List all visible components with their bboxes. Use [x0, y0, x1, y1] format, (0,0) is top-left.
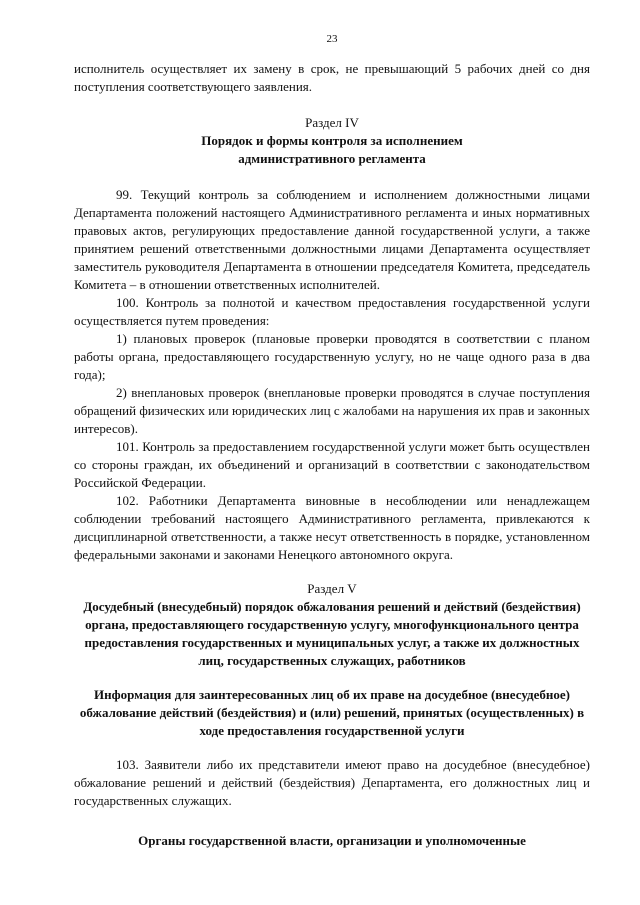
list-item-planned-inspections: 1) плановых проверок (плановые проверки проводятся в соответствии с планом работы органа, предоставляющего государственную услугу, но не чаще одного раза в два года);: [74, 331, 590, 382]
paragraph-102: 102. Работники Департамента виновные в несоблюдении или ненадлежащем соблюдении требований настоящего Административного регламента, привлекаются к дисциплинарной ответственности, а также несут ответственность в порядке, установленном федеральными законами и законами Ненецкого автономного округа.: [74, 493, 590, 562]
continuation-paragraph: исполнитель осуществляет их замену в срок, не превышающий 5 рабочих дней со дня поступления соответствующего заявления.: [74, 61, 590, 94]
document-body: [74, 60, 590, 850]
section-4-title: Порядок и формы контроля за исполнением административного регламента: [201, 133, 463, 166]
paragraph-101: 101. Контроль за предоставлением государственной услуги может быть осуществлен со стороны граждан, их объединений и организаций в соответствии с законодательством Российской Федерации.: [74, 439, 590, 490]
paragraph-99: 99. Текущий контроль за соблюдением и исполнением должностными лицами Департамента положений настоящего Административного регламента и иных нормативных правовых актов, регулирующих предоставление данной государственной услуги, а также принятием решений ответственными должностными лицами Департамента осуществляет заместитель руководителя Департамента в отношении председателя Комитета, председатель Комитета – в отношении ответственных исполнителей.: [74, 187, 590, 292]
next-section-heading: Органы государственной власти, организации и уполномоченные: [138, 833, 526, 848]
section-5-label: Раздел V: [307, 581, 357, 596]
spacer: [74, 810, 590, 832]
section-5-title: Досудебный (внесудебный) порядок обжалования решений и действий (бездействия) органа, предоставляющего государственную услугу, многофункционального центра предоставления государственных и муниципальных услуг, а также их должностных лиц, государственных служащих, работников: [83, 599, 581, 668]
spacer: [74, 670, 590, 686]
document-page: [74, 0, 590, 905]
section-5-subtitle: Информация для заинтересованных лиц об их праве на досудебное (внесудебное) обжалование действий (бездействия) и (или) решений, принятых (осуществленных) в ходе предоставления государственной услуги: [79, 687, 585, 738]
section-4-label: Раздел IV: [305, 115, 359, 130]
spacer: [74, 740, 590, 756]
paragraph-100: 100. Контроль за полнотой и качеством предоставления государственной услуги осуществляется путем проведения:: [74, 295, 590, 328]
paragraph-103: 103. Заявители либо их представители имеют право на досудебное (внесудебное) обжалование решений и действий (бездействия) Департамента, его должностных лиц и государственных служащих.: [74, 757, 590, 808]
page-number: 23: [326, 33, 338, 45]
spacer: [74, 168, 590, 186]
list-item-unplanned-inspections: 2) внеплановых проверок (внеплановые проверки проводятся в случае поступления обращений физических или юридических лиц с жалобами на нарушения их прав и законных интересов).: [74, 385, 590, 436]
